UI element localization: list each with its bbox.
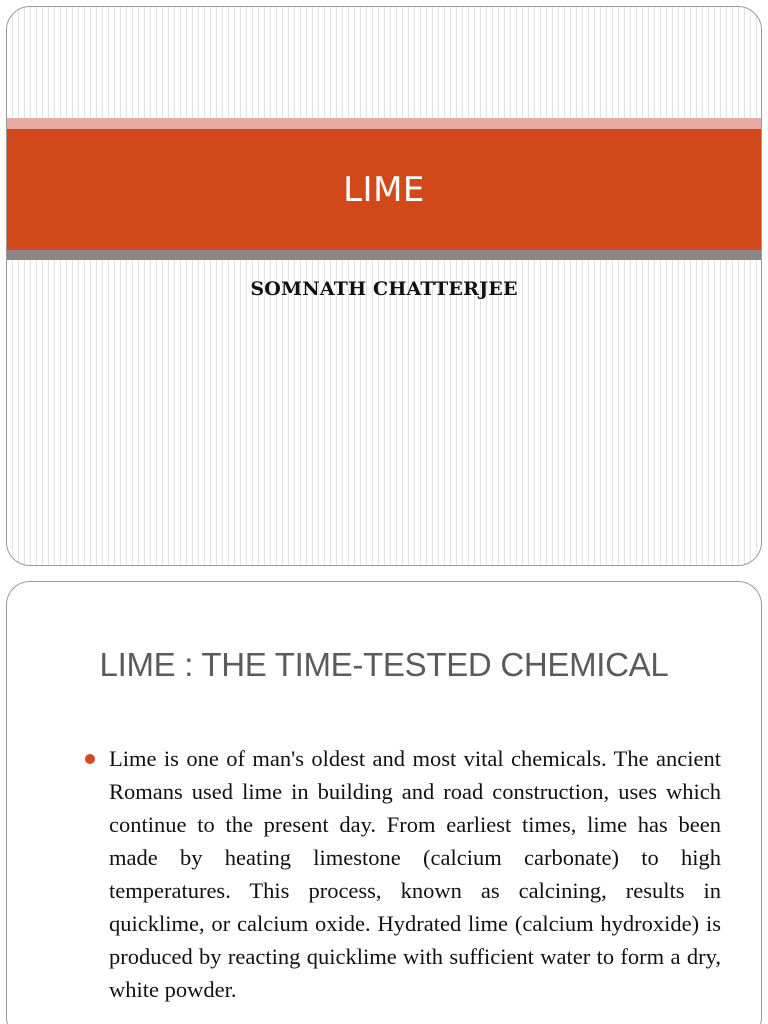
title-slide xyxy=(6,6,762,566)
bullet-list xyxy=(85,742,721,1006)
content-slide xyxy=(6,581,762,1024)
title-band-top-accent xyxy=(7,118,761,129)
title-band xyxy=(7,129,761,250)
slide-title: LIME xyxy=(343,169,425,210)
bullet-text: Lime is one of man's oldest and most vital chemicals. The ancient Romans used lime in building and road construction, uses which continue to the present day. From earliest times, lime has been made by heating limestone (calcium carbonate) to high temperatures. This process, known as calcining, results in quicklime, or calcium oxide. Hydrated lime (calcium hydroxide) is produced by reacting quicklime with sufficient water to form a dry, white powder. xyxy=(109,746,721,1002)
bullet-item xyxy=(85,742,721,1006)
bullet-icon xyxy=(85,754,95,764)
content-slide-title: LIME : THE TIME-TESTED CHEMICAL xyxy=(99,646,669,683)
author-name: SOMNATH CHATTERJEE xyxy=(250,278,518,300)
title-band-bottom-accent xyxy=(7,250,761,260)
